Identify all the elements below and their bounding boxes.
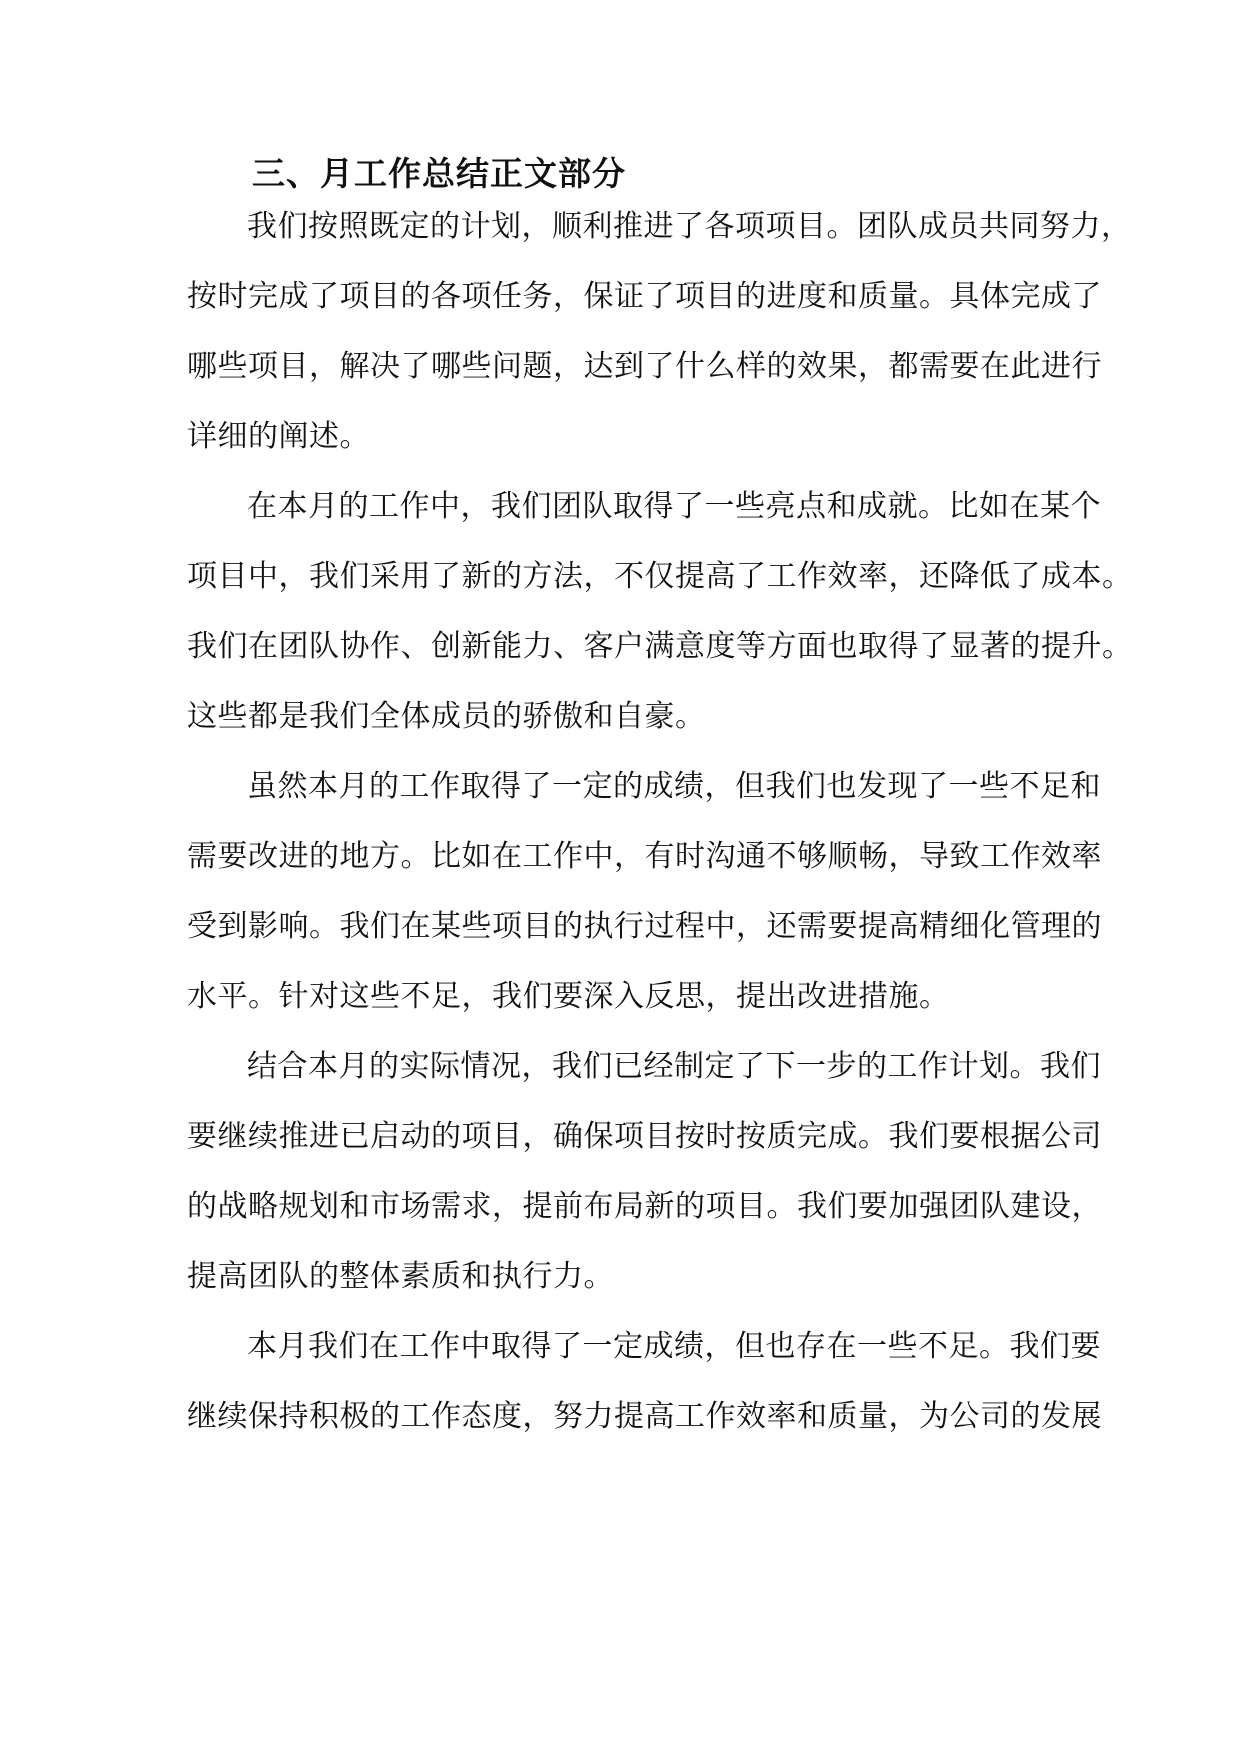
paragraph-4-line-3: 的战略规划和市场需求，提前布局新的项目。我们要加强团队建设， [187,1189,1102,1224]
paragraph-1-line-3: 哪些项目，解决了哪些问题，达到了什么样的效果，都需要在此进行 [187,349,1102,384]
paragraph-5-line-2: 继续保持积极的工作态度，努力提高工作效率和质量，为公司的发展 [187,1399,1102,1434]
paragraph-4-line-2: 要继续推进已启动的项目，确保项目按时按质完成。我们要根据公司 [187,1119,1102,1154]
paragraph-2-line-2: 项目中，我们采用了新的方法，不仅提高了工作效率，还降低了成本。 [187,559,1133,594]
paragraph-2-line-3: 我们在团队协作、创新能力、客户满意度等方面也取得了显著的提升。 [187,629,1133,664]
paragraph-2-line-4: 这些都是我们全体成员的骄傲和自豪。 [187,699,706,734]
paragraph-3-line-4: 水平。针对这些不足，我们要深入反思，提出改进措施。 [187,979,950,1014]
paragraph-4-line-4: 提高团队的整体素质和执行力。 [187,1259,614,1294]
paragraph-3-line-1: 虽然本月的工作取得了一定的成绩，但我们也发现了一些不足和 [247,769,1101,804]
paragraph-3-line-2: 需要改进的地方。比如在工作中，有时沟通不够顺畅，导致工作效率 [187,839,1102,874]
section-heading: 三、月工作总结正文部分 [252,154,626,193]
paragraph-5-line-1: 本月我们在工作中取得了一定成绩，但也存在一些不足。我们要 [247,1329,1101,1364]
paragraph-1-line-2: 按时完成了项目的各项任务，保证了项目的进度和质量。具体完成了 [187,279,1102,314]
paragraph-1-line-1: 我们按照既定的计划，顺利推进了各项项目。团队成员共同努力， [247,209,1132,244]
paragraph-3-line-3: 受到影响。我们在某些项目的执行过程中，还需要提高精细化管理的 [187,909,1102,944]
paragraph-4-line-1: 结合本月的实际情况，我们已经制定了下一步的工作计划。我们 [247,1049,1101,1084]
paragraph-2-line-1: 在本月的工作中，我们团队取得了一些亮点和成就。比如在某个 [247,489,1101,524]
paragraph-1-line-4: 详细的阐述。 [187,419,370,454]
